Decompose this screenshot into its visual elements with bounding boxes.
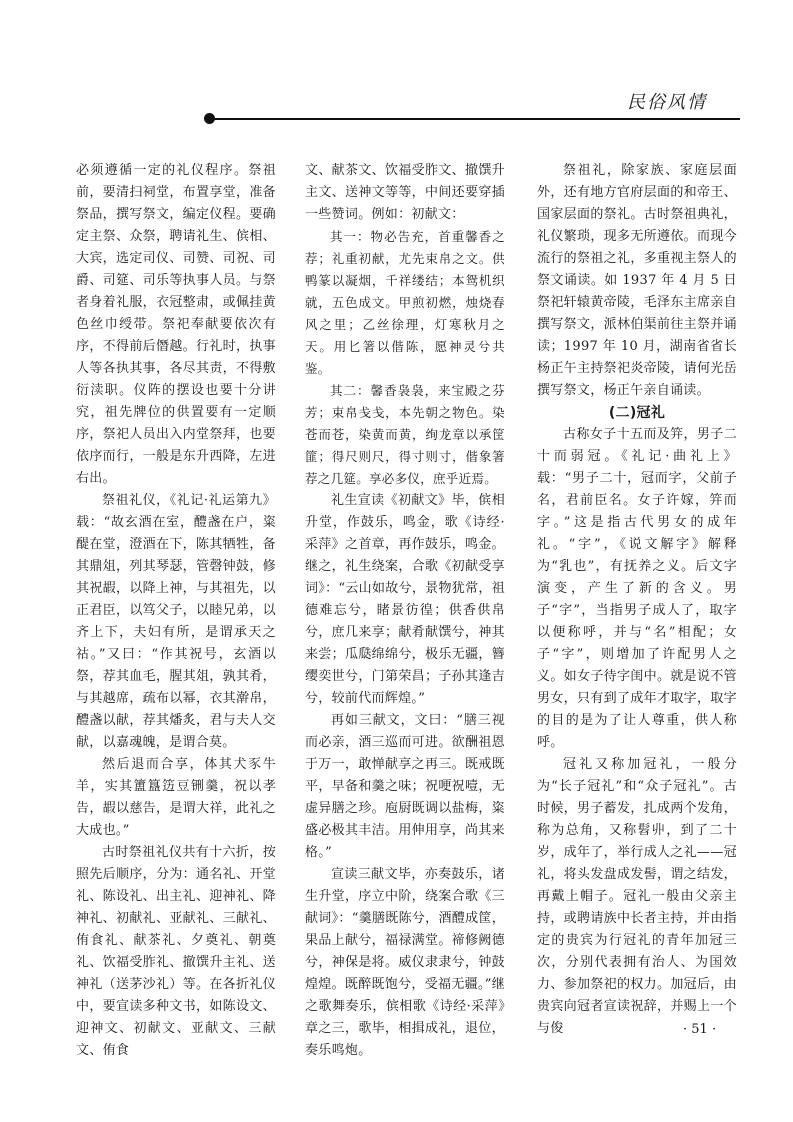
paragraph: 必须遵循一定的礼仪程序。祭祖前，要清扫祠堂，布置享堂，准备祭品，撰写祭文，编定仪程。要确定主祭、众祭，聘请礼生、傧相、大宾，选定司仪、司赞、司祝、司爵、司筵、司乐等执事人员。与祭者身着礼服，衣冠整肃，或佩挂黄色丝巾绶带。祭祀奉献要依次有序，不得前后僭越。行礼时，执事人等各执其事，各尽其责，不得敷衍渎职。仪阵的摆设也要十分讲究，祖先牌位的供置要有一定顺序，祭祀人员出入内堂祭拜，也要依序而行，一般是东升西降，左进右出。	[76, 163, 276, 486]
page-number: · 51 ·	[683, 1022, 717, 1037]
paragraph: 礼生宣读《初献文》毕，傧相升堂，作鼓乐，鸣金，歌《诗经·采萍》之首章，再作鼓乐，鸣金。继之，礼生绕案，合歌《初献受享词》：“云山如故兮，景物犹常，祖德难忘兮，睹景彷徨；供香供帛兮，庶几来享；献肴献馔兮，神其来尝；瓜瓞绵绵兮，极乐无疆，簪缨奕世兮，门第荣昌；子孙其逢吉兮，较前代而辉煌。”	[305, 493, 505, 706]
quoted-paragraph: 其一：物必告充，首重馨香之荐；礼重初献，尤先束帛之文。供鸭篆以凝烟，千祥缕结；本鸳机织就，五色成文。甲煎初燃，烛烧春风之里；乙丝徐理，灯寒秋月之天。用匕箸以偕陈，愿神灵兮共鉴。	[305, 229, 505, 376]
paragraph: 祭祖礼仪，《礼记·礼运第九》载：“故玄酒在室，醴盏在户，粢醍在堂，澄酒在下，陈其牺牲，备其鼎俎，列其琴瑟，管磬钟鼓，修其祝嘏，以降上神，与其祖先，以正君臣，以笃父子，以睦兄弟，以齐上下，夫妇有所，是谓承天之祜。”又曰：“作其祝号，玄酒以祭，荐其血毛，腥其俎，孰其肴，与其越席，疏布以幂，衣其澣帛，醴盏以献，荐其燔炙，君与夫人交献，以嘉魂魄，是谓合莫。	[76, 493, 276, 750]
subsection-heading: (二)冠礼	[608, 405, 666, 421]
text-column-3	[537, 160, 737, 1040]
paragraph: 宣读三献文毕，亦奏鼓乐，诸生升堂，序立中阶，绕案合歌《三献词》：“羹膳既陈兮，酒醴成筐，果品上献兮，福禄满堂。禘修阙德兮，神保是将。威仪隶隶兮，钟鼓煌煌。既醉既饱兮，受福无疆。”继之歌舞奏乐，傧相歌《诗经·采萍》章之三，歌毕，相揖成礼，退位，奏乐鸣炮。	[305, 867, 505, 1058]
paragraph: 再如三献文，文曰：“膳三视而必亲，酒三巡而可进。欲酬祖恩于万一，敢惮献享之再三。既戒既平，早备和羹之味；祝哽祝噎，无虚异膳之珍。庖厨既调以盐梅，粢盛必极其丰洁。用伸用享，尚其来格。”	[305, 713, 505, 860]
paragraph: 冠礼又称加冠礼，一般分为“长子冠礼”和“众子冠礼”。古时候，男子蓄发，扎成两个发角，称为总角，又称髫丱，到了二十岁，成年了，举行成人之礼——冠礼，将头发盘成发髻，谓之结发，再戴上帽子。冠礼一般由父亲主持，或聘请族中长者主持，并由指定的贵宾为行冠礼的青年加冠三次，分别代表拥有治人、为国效力、参加祭祀的权力。加冠后，由贵宾向冠者宣读祝辞，并赐上一个与俊	[537, 757, 737, 1036]
paragraph: 古称女子十五而及笄，男子二十而弱冠。《礼记·曲礼上》载：“男子二十，冠而字，父前子名，君前臣名。女子许嫁，笄而字。”这是指古代男女的成年礼。“字”，《说文解字》解释为“乳也”，有抚养之义。后文字演变，产生了新的含义。男子“字”，当指男子成人了，取字以便称呼，并与“名”相配；女子“字”，则增加了许配男人之义。如女子待字闺中。就是说不管男女，只有到了成年才取字，取字的目的是为了让人尊重，供人称呼。	[537, 427, 737, 750]
text-column-2	[305, 160, 505, 1062]
section-title: 民俗风情	[627, 92, 707, 113]
quoted-paragraph: 其二：馨香袅袅，来宝殿之芬芳；束帛戋戋，本先朝之物色。染苍而苍，染黄而黄，绚龙章以承筐篚；得尺则尺，得寸则寸，偕象箸荐之几筵。享必多仪，庶乎近焉。	[305, 383, 505, 486]
header-rule	[210, 118, 740, 120]
paragraph: 祭祖礼，除家族、家庭层面外，还有地方官府层面的和帝王、国家层面的祭礼。古时祭祖典礼，礼仪繁琐，现多无所遵依。而现今流行的祭祖之礼，多重视主祭人的祭文诵读。如 1937 年 4 月 5 日祭祀轩辕黄帝陵，毛泽东主席亲自撰写祭文，派林伯渠前往主祭并诵读；1997 年 10 月，湖南省省长杨正午主持祭祀炎帝陵，请何光岳撰写祭文，杨正午亲自诵读。	[537, 163, 737, 398]
text-column-1	[76, 160, 276, 1062]
paragraph: 文、献茶文、饮福受胙文、撤馔升主文、送神文等等，中间还要穿插一些赞词。例如：初献文：	[305, 163, 505, 222]
paragraph: 古时祭祖礼仪共有十六折，按照先后顺序，分为：通名礼、开堂礼、陈设礼、出主礼、迎神礼、降神礼、初献礼、亚献礼、三献礼、侑食礼、献茶礼、夕奠礼、朝奠礼、饮福受胙礼、撤馔升主礼、送神礼（送茅沙礼）等。在各折礼仪中，要宣读多种文书，如陈设文、迎神文、初献文、亚献文、三献文、侑食	[76, 845, 276, 1058]
paragraph: 然后退而合享，体其犬豕牛羊，实其簠簋笾豆铏羹，祝以孝告，嘏以慈告，是谓大祥，此礼之大成也。”	[76, 757, 276, 838]
